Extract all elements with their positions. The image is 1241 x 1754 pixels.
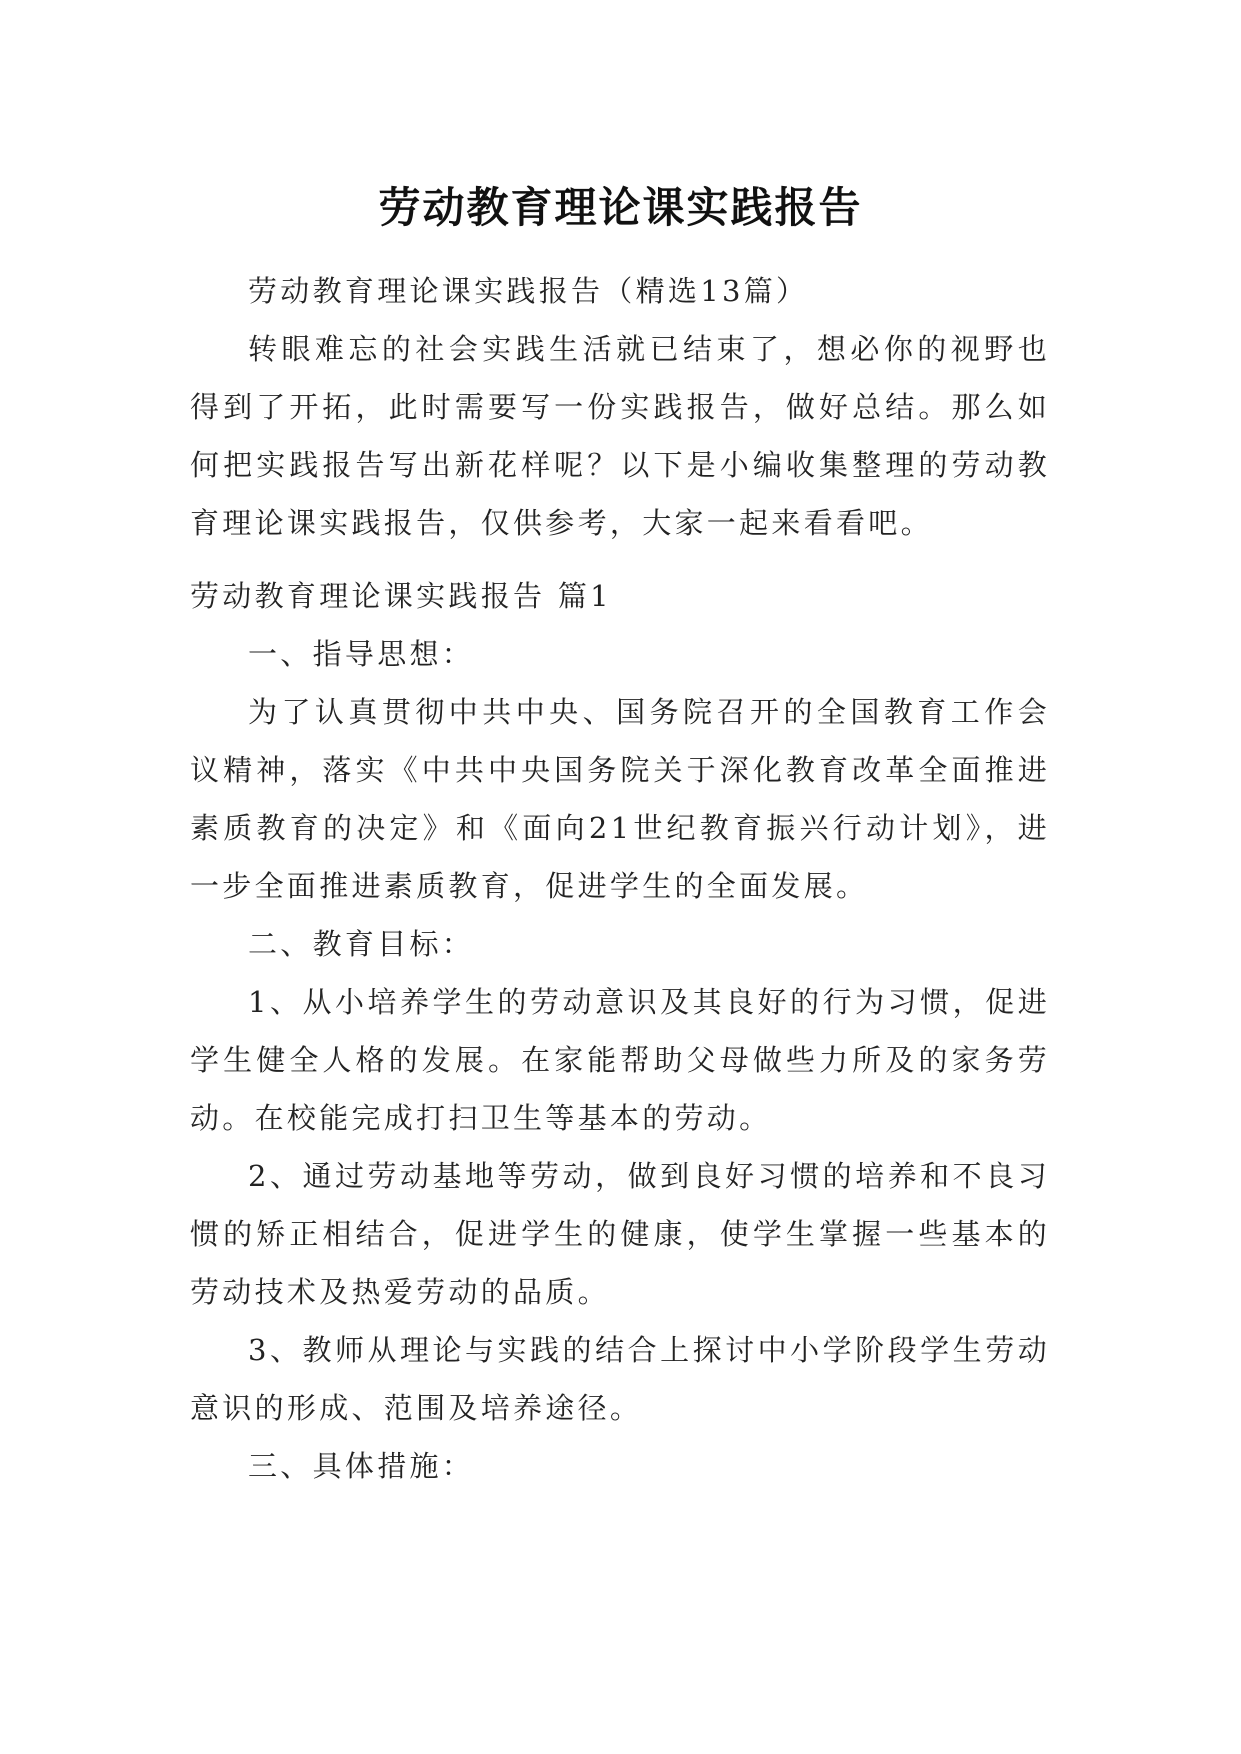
paragraph-measures: 三、具体措施： xyxy=(248,1449,475,1483)
intro-block xyxy=(190,262,1050,552)
section-heading: 劳动教育理论课实践报告 篇1 xyxy=(190,579,612,613)
subtitle: 劳动教育理论课实践报告（精选13篇） xyxy=(248,274,809,308)
section-block xyxy=(190,567,1050,1495)
document-title: 劳动教育理论课实践报告 xyxy=(378,183,863,233)
paragraph-goal-2: 2、通过劳动基地等劳动，做到良好习惯的培养和不良习惯的矫正相结合，促进学生的健康，使学生掌握一些基本的劳动技术及热爱劳动的品质。 xyxy=(190,1159,1050,1309)
paragraph-goal-3: 3、教师从理论与实践的结合上探讨中小学阶段学生劳动意识的形成、范围及培养途径。 xyxy=(190,1333,1050,1425)
paragraph-guiding-thought-body: 为了认真贯彻中共中央、国务院召开的全国教育工作会议精神，落实《中共中央国务院关于深化教育改革全面推进素质教育的决定》和《面向21世纪教育振兴行动计划》，进一步全面推进素质教育，促进学生的全面发展。 xyxy=(190,695,1050,903)
paragraph-goal-1: 1、从小培养学生的劳动意识及其良好的行为习惯，促进学生健全人格的发展。在家能帮助父母做些力所及的家务劳动。在校能完成打扫卫生等基本的劳动。 xyxy=(190,985,1050,1135)
paragraph-education-goals: 二、教育目标： xyxy=(248,927,475,961)
paragraph-guiding-thought: 一、指导思想： xyxy=(248,637,475,671)
intro-paragraph: 转眼难忘的社会实践生活就已结束了，想必你的视野也得到了开拓，此时需要写一份实践报告，做好总结。那么如何把实践报告写出新花样呢？以下是小编收集整理的劳动教育理论课实践报告，仅供参考，大家一起来看看吧。 xyxy=(190,332,1050,540)
